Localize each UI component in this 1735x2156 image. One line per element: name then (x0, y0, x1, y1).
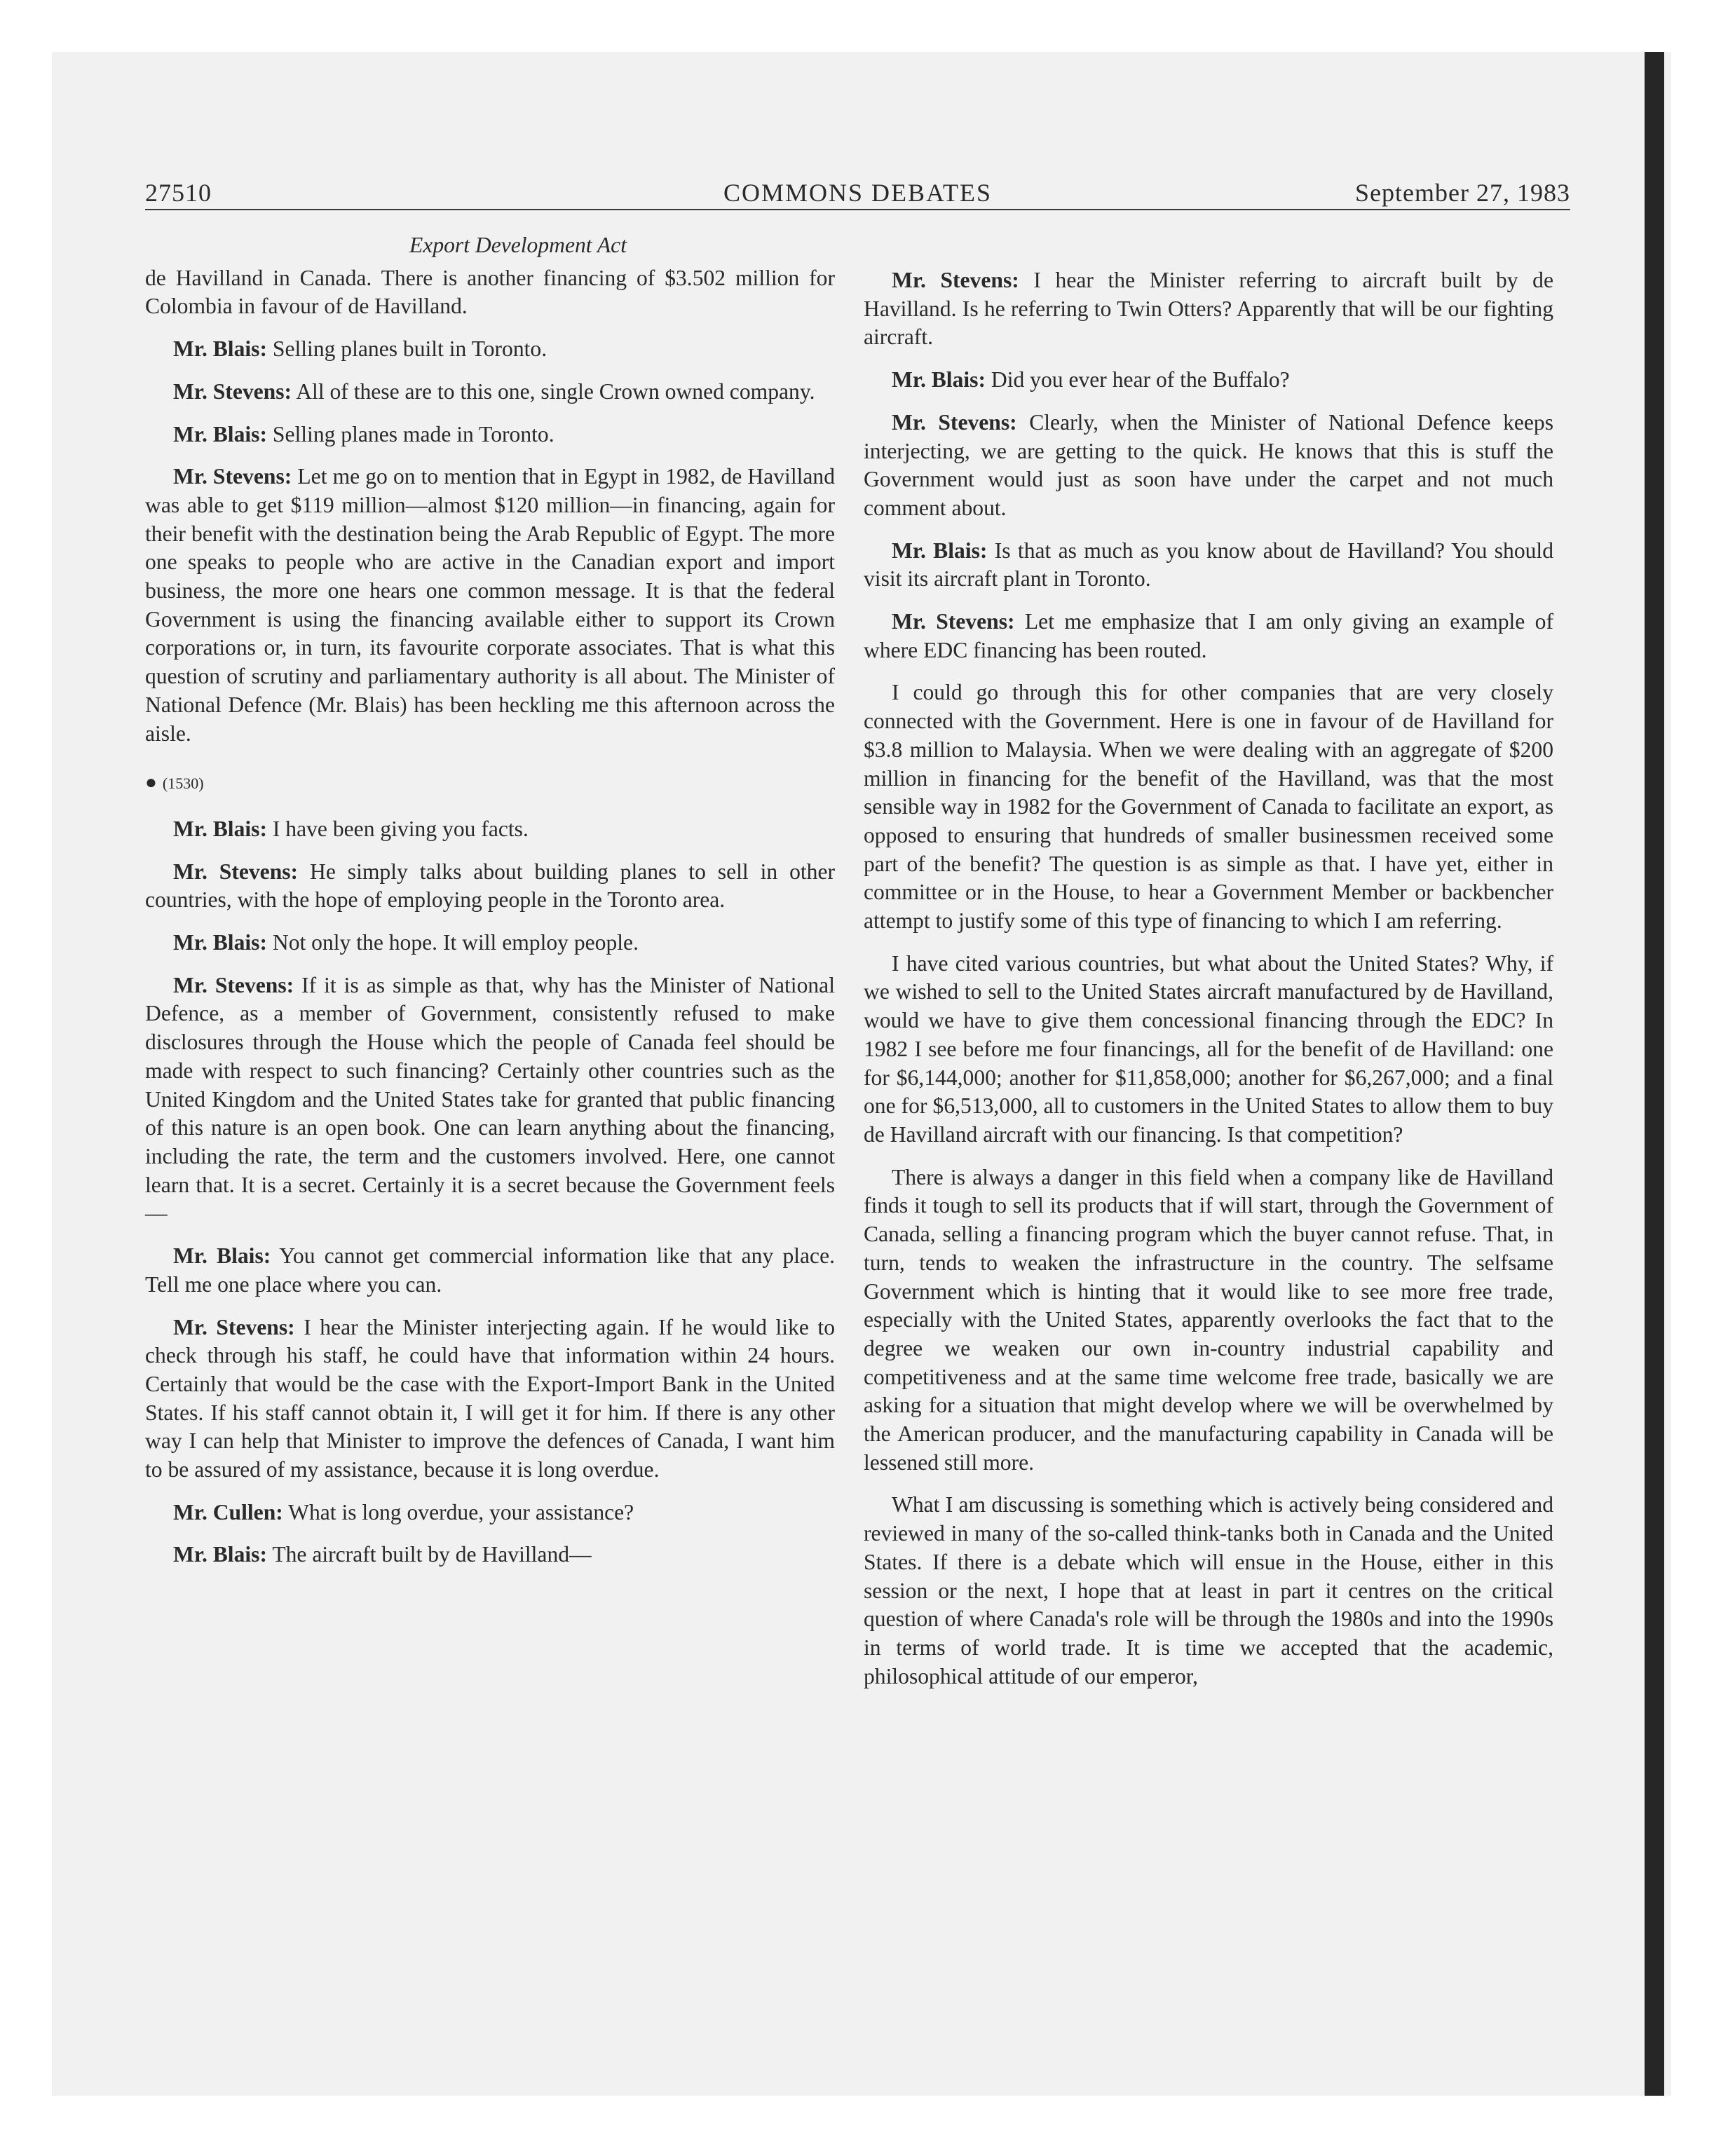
paragraph-text: I hear the Minister interjecting again. If he would like to check through his staff, he could have that information within 24 hours. Certainly that would be the case with the Export-Import Bank in the United States. If his staff cannot obtain it, I will get it for him. If there is any other way I can help that Minister to improve the defences of Canada, I want him to be assured of my assistance, because it is long overdue. (145, 1314, 835, 1482)
paragraph (864, 608, 1553, 664)
paragraph (145, 1314, 835, 1485)
paragraph-text: What I am discussing is something which is actively being considered and reviewed in many of the so-called think-tanks both in Canada and the United States. If there is a debate which will ensue in the House, either in this session or the next, I hope that at least in part it centres on the critical question of where Canada's role will be through the 1980s and into the 1990s in terms of world trade. It is time we accepted that the academic, philosophical attitude of our emperor, (864, 1492, 1553, 1688)
paragraph-text: Is that as much as you know about de Havilland? You should visit its aircraft plant in Toronto. (864, 538, 1554, 592)
speaker-name: Mr. Stevens: (173, 972, 294, 997)
paragraph-text: There is always a danger in this field when a company like de Havilland finds it tough to sell its products that if will start, through the Government of Canada, selling a financing program which the buyer cannot refuse. That, in turn, tends to weaken the infrastructure in the country. The selfsame Government which is hinting that it would like to see more free trade, especially with the United States, apparently overlooks the fact that to the degree we weaken our own in-country industrial capability and competitiveness and at the same time welcome free trade, basically we are asking for a situation that might develop where we will be overwhelmed by the American producer, and the manufacturing capability in Canada will be lessened still more. (864, 1164, 1553, 1475)
speaker-name: Mr. Blais: (173, 816, 267, 841)
paragraph (145, 463, 835, 748)
paragraph (145, 929, 835, 957)
paragraph-text: What is long overdue, your assistance? (288, 1499, 634, 1524)
speaker-name: Mr. Stevens: (173, 378, 292, 404)
paragraph-text: You cannot get commercial information like that any place. Tell me one place where you can. (145, 1243, 835, 1297)
publication-title: COMMONS DEBATES (723, 179, 993, 207)
paragraph-text: Let me go on to mention that in Egypt in 1982, de Havilland was able to get $119 million—almost $120 million—in financing, again for their benefit with the destination being the Arab Republic of Egypt. The more one speaks to people who are active in the Canadian export and import business, the more one hears one common message. It is that the federal Government is using the financing available either to support its Crown corporations or, in turn, its favourite corporate associates. That is what this question of scrutiny and parliamentary authority is all about. The Minister of National Defence (Mr. Blais) has been heckling me this afternoon across the aisle. (145, 464, 835, 746)
speaker-name: Mr. Blais: (173, 930, 267, 955)
speaker-name: Mr. Stevens: (173, 464, 292, 489)
speaker-name: Mr. Blais: (173, 1243, 271, 1269)
paragraph (145, 264, 835, 321)
paragraph (145, 1499, 835, 1527)
paragraph (145, 971, 835, 1228)
paragraph-text: Selling planes made in Toronto. (272, 421, 554, 446)
left-column (145, 223, 835, 1583)
paragraph-text: All of these are to this one, single Crown owned company. (296, 378, 815, 404)
speaker-name: Mr. Stevens: (173, 859, 299, 884)
paragraph (864, 950, 1553, 1149)
speaker-name: Mr. Cullen: (173, 1499, 283, 1524)
speaker-name: Mr. Stevens: (892, 409, 1017, 435)
paragraph (145, 421, 835, 449)
paragraph-text: If it is as simple as that, why has the Minister of National Defence, as a member of Government, consistently refused to make disclosures through the House which the people of Canada feel should be made with respect to such financing? Certainly other countries such as the United Kingdom and the United States take for granted that public financing of this nature is an open book. One can learn anything about the financing, including the rate, the term and the customers involved. Here, one cannot learn that. It is a secret. Certainly it is a secret because the Government feels— (145, 972, 835, 1226)
page-number: 27510 (145, 179, 212, 207)
paragraph-text: The aircraft built by de Havilland— (272, 1542, 592, 1567)
paragraph (145, 1541, 835, 1569)
paragraph-text: I have cited various countries, but what about the United States? Why, if we wished to sell to the United States aircraft manufactured by de Havilland, would we have to give them concessional financing through the EDC? In 1982 I see before me four financings, all for the benefit of de Havilland: one for $6,144,000; another for $11,858,000; another for $6,267,000; and a final one for $6,513,000, all to customers in the United States to allow them to buy de Havilland aircraft with our financing. Is that competition? (864, 950, 1553, 1147)
paragraph (145, 378, 835, 407)
bullet-icon: ● (145, 772, 157, 794)
speaker-name: Mr. Stevens: (892, 268, 1019, 292)
paragraph-text: de Havilland in Canada. There is another financing of $3.502 million for Colombia in favour of de Havilland. (145, 265, 835, 319)
paragraph (864, 1491, 1553, 1691)
paragraph-text: He simply talks about building planes to sell in other countries, with the hope of employing people in the Toronto area. (145, 859, 835, 913)
paragraph (864, 678, 1553, 935)
paragraph-text: I hear the Minister referring to aircraft built by de Havilland. Is he referring to Twin Otters? Apparently that will be our fighting aircraft. (864, 268, 1554, 350)
speaker-name: Mr. Blais: (173, 1542, 267, 1567)
paragraph (864, 409, 1553, 523)
paragraph (145, 1242, 835, 1299)
paragraph-text: Did you ever hear of the Buffalo? (991, 367, 1290, 393)
running-head: Export Development Act (409, 233, 627, 257)
time-marker-text: (1530) (162, 775, 204, 793)
speaker-name: Mr. Blais: (892, 367, 986, 393)
speaker-name: Mr. Blais: (173, 336, 267, 362)
paragraph-text: I have been giving you facts. (272, 816, 529, 841)
speaker-name: Mr. Blais: (892, 538, 988, 563)
publication-date: September 27, 1983 (1355, 179, 1570, 207)
paragraph-text: Not only the hope. It will employ people. (272, 930, 639, 955)
left-column-after-marker (145, 815, 835, 1569)
paragraph-text: I could go through this for other companies that are very closely connected with the Government. Here is one in favour of de Havilland for $3.8 million to Malaysia. When we were dealing with an aggregate of $200 million in financing for the benefit of the Havilland, was that the most sensible way in 1982 for the Government of Canada to facilitate an export, as opposed to ensuring that hundreds of smaller businessmen received some part of the benefit? The question is as simple as that. I have yet, either in committee or in the House, to hear a Government Member or backbencher attempt to justify some of this type of financing to which I am referring. (864, 680, 1553, 934)
speaker-name: Mr. Blais: (173, 421, 267, 446)
speaker-name: Mr. Stevens: (173, 1314, 295, 1339)
paragraph-text: Clearly, when the Minister of National Defence keeps interjecting, we are getting to the quick. He knows that this is stuff the Government would just as soon have under the carpet and not much comment about. (864, 409, 1554, 520)
header-rule (145, 209, 1570, 210)
paragraph (864, 366, 1553, 395)
paragraph (145, 858, 835, 915)
paragraph (864, 1164, 1553, 1478)
paragraph (145, 335, 835, 364)
paragraph-text: Selling planes built in Toronto. (272, 336, 547, 362)
left-column-before-marker (145, 264, 835, 749)
speaker-name: Mr. Stevens: (892, 609, 1015, 634)
paragraph (864, 266, 1553, 352)
time-marker (145, 769, 835, 798)
page-header (145, 174, 1570, 213)
paragraph (864, 537, 1553, 594)
right-column (864, 266, 1553, 1705)
paragraph (145, 815, 835, 844)
scan-edge-bar (1645, 52, 1664, 2096)
paragraph-text: Let me emphasize that I am only giving an example of where EDC financing has been routed. (864, 609, 1553, 662)
